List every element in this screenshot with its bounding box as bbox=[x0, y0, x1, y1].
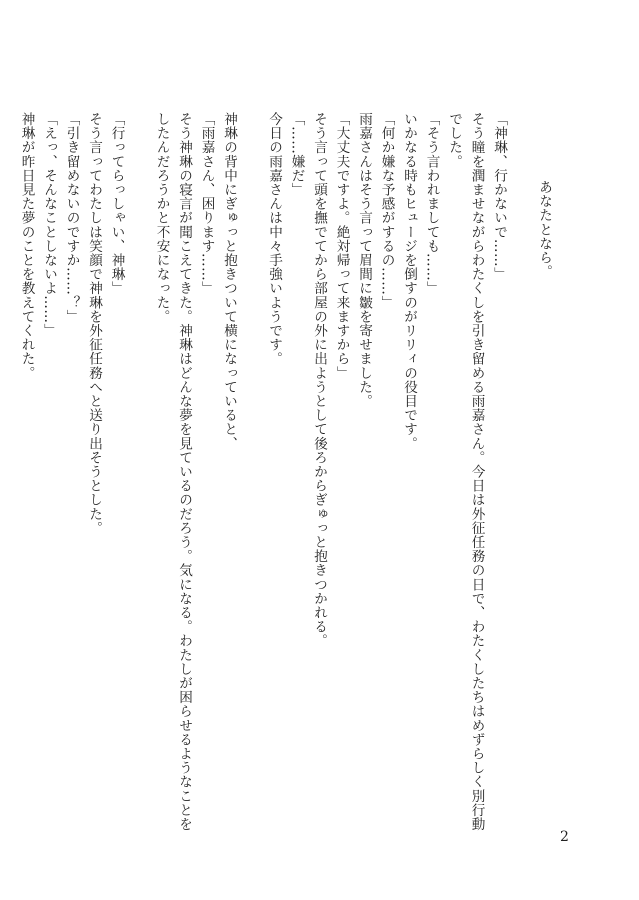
paragraph-line: 「そう言われましても……」 bbox=[423, 112, 440, 296]
paragraph-line bbox=[240, 112, 263, 832]
paragraph-line: 「えっ、そんなことしないよ……」 bbox=[41, 112, 57, 338]
paragraph-line: 「何か嫌な予感がするの……」 bbox=[378, 112, 395, 310]
paragraph-line: 今日の雨嘉さんは中々手強いようです。 bbox=[266, 112, 282, 366]
vertical-text-body bbox=[15, 112, 555, 832]
paragraph-line: でした。 bbox=[446, 112, 462, 169]
paragraph-line bbox=[128, 112, 151, 832]
paragraph-line: 「神琳、行かないで……」 bbox=[491, 112, 507, 282]
paragraph-line: 神琳の背中にぎゅっと抱きついて横になっていると、 bbox=[221, 112, 237, 451]
paragraph-line: 「雨嘉さん、困ります……」 bbox=[198, 112, 215, 296]
page-number: 2 bbox=[560, 829, 569, 845]
paragraph-line: 「行ってらっしゃい、神琳」 bbox=[108, 112, 125, 296]
chapter-title: あなたとなら。 bbox=[536, 180, 552, 279]
paragraph-line: 神琳が昨日見た夢のことを教えてくれた。 bbox=[18, 112, 35, 380]
paragraph-line: 「……嫌だ」 bbox=[288, 112, 305, 197]
paragraph-line bbox=[510, 112, 533, 832]
paragraph-line: 「引き留めないのですか……？」 bbox=[63, 112, 80, 324]
paragraph-line: 「大丈夫ですよ。絶対帰って来ますから」 bbox=[333, 112, 350, 380]
paragraph-line: そう言って頭を撫でてから部屋の外に出ようとして後ろからぎゅっと抱きつかれる。 bbox=[311, 112, 327, 648]
paragraph-line: 雨嘉さんはそう言って眉間に皺を寄せました。 bbox=[356, 112, 372, 409]
paragraph-line: そう神琳の寝言が聞こえてきた。神琳はどんな夢を見ているのだろう。気になる。わたしが困らせるようなことを bbox=[176, 112, 192, 832]
paragraph-line: いかなる時もヒュージを倒すのがリリィの役目です。 bbox=[401, 112, 417, 451]
paragraph-line: そう瞳を潤ませながらわたくしを引き留める雨嘉さん。今日は外征任務の日で、わたくしたちはめずらしく別行動 bbox=[468, 112, 485, 832]
paragraph-line: そう言ってわたしは笑顔で神琳を外征任務へと送り出そうとした。 bbox=[86, 112, 102, 535]
paragraph-line: したんだろうかと不安になった。 bbox=[153, 112, 170, 324]
